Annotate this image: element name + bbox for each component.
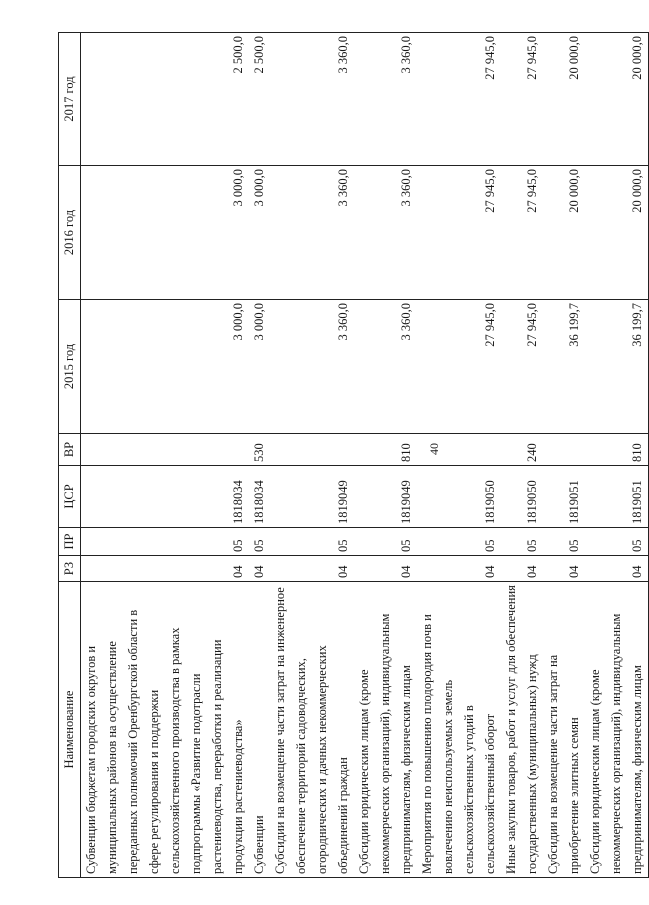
cell-2016: 27 945,0 [501,166,543,300]
cell-pr: 05 [501,528,543,556]
header-row [59,33,81,878]
cell-2017: 3 360,0 [270,33,354,166]
cell-rz: 04 [417,556,501,582]
cell-2015: 36 199,7 [543,300,585,434]
cell-pr: 05 [417,528,501,556]
header-pr: ПР [59,528,81,556]
cell-pr: 05 [249,528,270,556]
header-2017: 2017 год [59,33,81,166]
cell-rz: 04 [585,556,649,582]
cell-name: Субвенции бюджетам городских округов и муниципальных районов на осуществление переданных полномочий Оренбургской области в сфере регулирования и поддержки сельскохозяйственного производства в рамках подпрограммы «Развитие подотрасли растениеводства, переработки и реализации продукции растениеводства» [81,582,250,878]
budget-table [58,32,649,878]
header-rz: РЗ [59,556,81,582]
cell-rz: 04 [354,556,417,582]
cell-name: Мероприятия по повышению плодородия почв и вовлечению неиспользуемых земель сельскохозяйственных угодий в сельскохозяйственный оборот [417,582,501,878]
table-row [585,33,649,878]
cell-csr: 1819050 [501,466,543,528]
cell-2017: 2 500,0 [81,33,250,166]
cell-name: Субсидии на возмещение части затрат на приобретение элитных семян [543,582,585,878]
cell-vr [270,434,354,466]
table-row [354,33,417,878]
cell-rz: 04 [81,556,250,582]
header-vr: ВР [59,434,81,466]
cell-pr: 05 [270,528,354,556]
cell-2015: 27 945,0 [417,300,501,434]
table-row [249,33,270,878]
cell-name: Субсидии юридическим лицам (кроме некоммерческих организаций), индивидуальным предпринимателям, физическим лицам [585,582,649,878]
cell-2016: 3 360,0 [354,166,417,300]
table-row [501,33,543,878]
table-body [81,33,649,878]
cell-vr: 530 [249,434,270,466]
cell-2015: 3 000,0 [81,300,250,434]
table-row [543,33,585,878]
cell-rz: 04 [249,556,270,582]
cell-rz: 04 [543,556,585,582]
cell-2015: 3 000,0 [249,300,270,434]
cell-2016: 27 945,0 [417,166,501,300]
cell-2016: 3 000,0 [249,166,270,300]
cell-csr: 1818034 [81,466,250,528]
cell-2015: 3 360,0 [354,300,417,434]
cell-2016: 20 000,0 [543,166,585,300]
cell-2017: 2 500,0 [249,33,270,166]
cell-2015: 27 945,0 [501,300,543,434]
cell-2017: 27 945,0 [417,33,501,166]
cell-name: Иные закупки товаров, работ и услуг для обеспечения государственных (муниципальных) нужд [501,582,543,878]
cell-2017: 20 000,0 [543,33,585,166]
cell-vr: 810 [354,434,417,466]
cell-2017: 3 360,0 [354,33,417,166]
cell-pr: 05 [585,528,649,556]
cell-2015: 3 360,0 [270,300,354,434]
cell-csr: 1819049 [354,466,417,528]
header-csr: ЦСР [59,466,81,528]
cell-vr: 240 [501,434,543,466]
table-row [270,33,354,878]
page-number: 40 [427,443,441,455]
cell-pr: 05 [543,528,585,556]
cell-2016: 3 000,0 [81,166,250,300]
cell-name: Субсидии юридическим лицам (кроме некоммерческих организаций), индивидуальным предпринимателям, физическим лицам [354,582,417,878]
cell-csr: 1819049 [270,466,354,528]
cell-rz: 04 [501,556,543,582]
cell-2016: 20 000,0 [585,166,649,300]
table-row [417,33,501,878]
table-row [81,33,250,878]
header-name: Наименование [59,582,81,878]
cell-name: Субсидии на возмещение части затрат на инженерное обеспечение территорий садоводческих, огороднических и дачных некоммерческих объединений граждан [270,582,354,878]
cell-csr: 1818034 [249,466,270,528]
cell-rz: 04 [270,556,354,582]
cell-2017: 20 000,0 [585,33,649,166]
cell-vr [543,434,585,466]
cell-csr: 1819051 [543,466,585,528]
header-2016: 2016 год [59,166,81,300]
cell-2015: 36 199,7 [585,300,649,434]
cell-2016: 3 360,0 [270,166,354,300]
cell-pr: 05 [354,528,417,556]
cell-vr: 810 [585,434,649,466]
cell-csr: 1819051 [585,466,649,528]
table-header [59,33,81,878]
header-2015: 2015 год [59,300,81,434]
cell-csr: 1819050 [417,466,501,528]
cell-pr: 05 [81,528,250,556]
cell-name: Субвенции [249,582,270,878]
cell-2017: 27 945,0 [501,33,543,166]
budget-table-rotated [58,33,644,878]
cell-vr [417,434,501,466]
document-scan-area [58,33,644,878]
cell-vr [81,434,250,466]
